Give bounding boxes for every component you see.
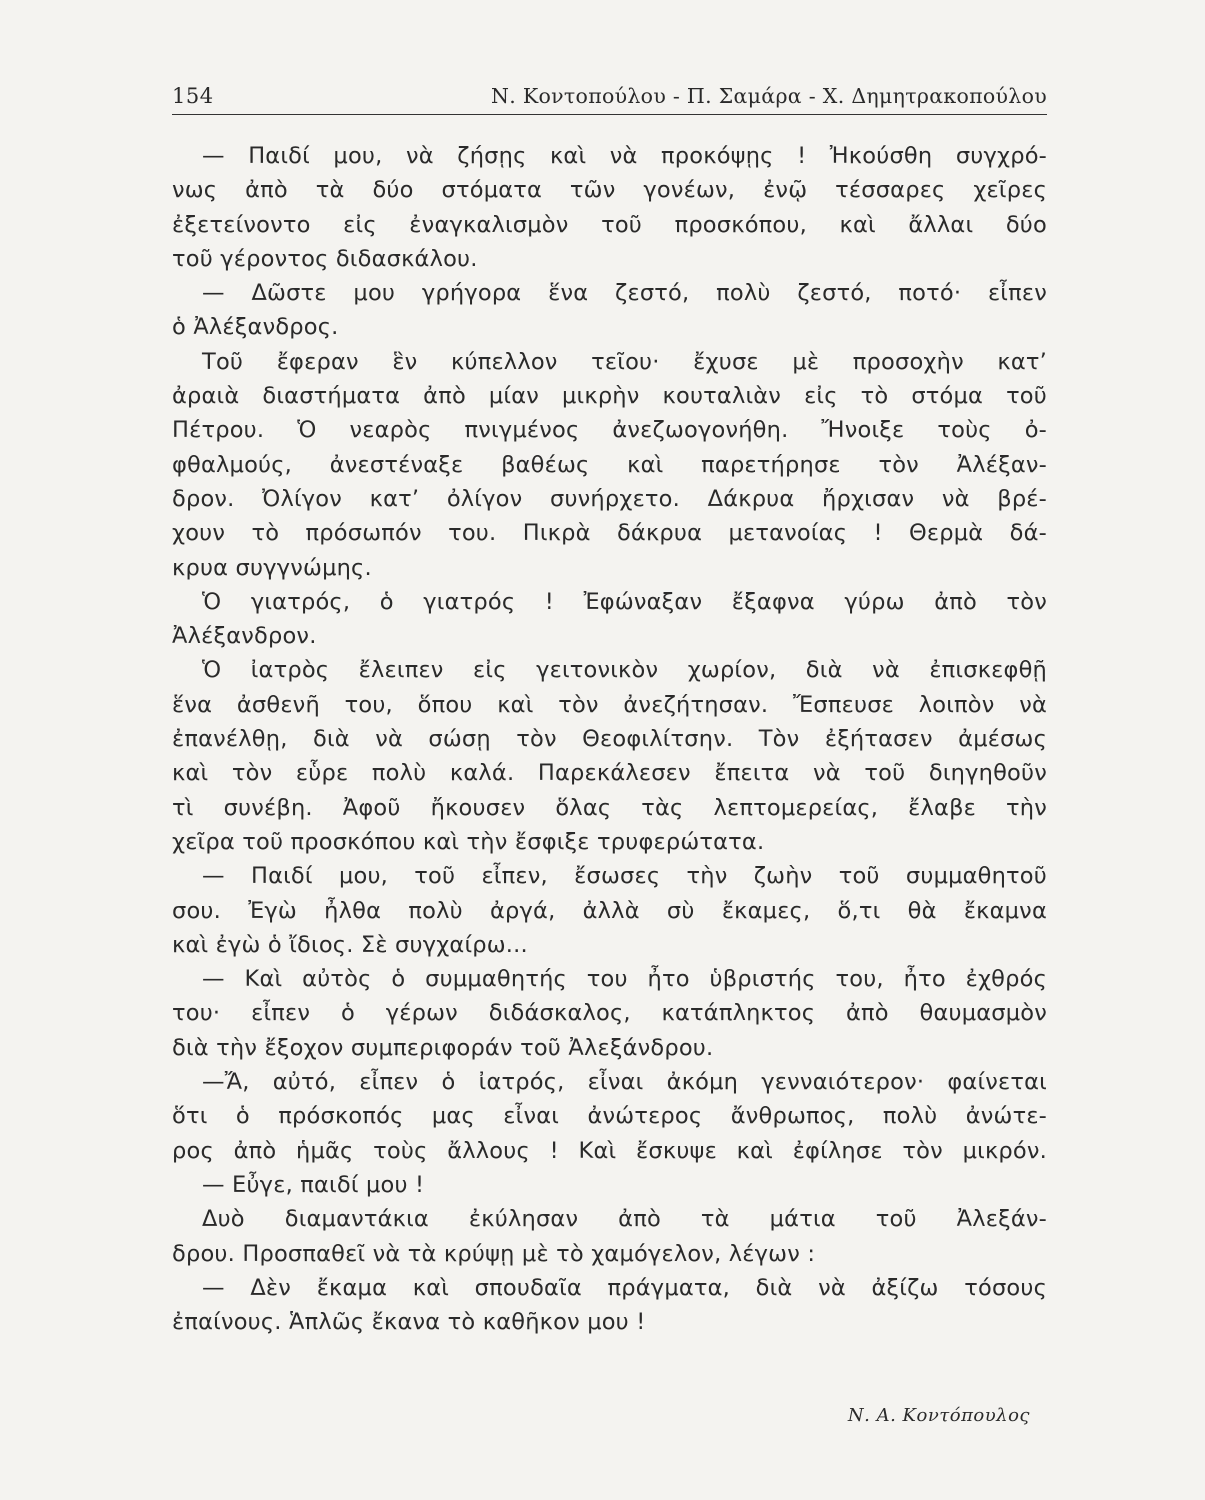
text-line: ἐπανέλθῃ, διὰ νὰ σώσῃ τὸν Θεοφιλίτσην. Τὸν ἐξήτασεν ἀμέσως: [172, 726, 1047, 753]
text-line: ἀραιὰ διαστήματα ἀπὸ μίαν μικρὴν κουταλιὰν εἰς τὸ στόμα τοῦ: [172, 383, 1047, 410]
text-line: Ὁ γιατρός, ὁ γιατρός ! Ἐφώναξαν ἔξαφνα γύρω ἀπὸ τὸν: [202, 588, 1047, 615]
text-line: ἐξετείνοντο εἰς ἐναγκαλισμὸν τοῦ προσκόπου, καὶ ἄλλαι δύο: [172, 211, 1047, 238]
text-line: τοῦ γέροντος διδασκάλου.: [172, 245, 478, 272]
text-line: — Παιδί μου, τοῦ εἶπεν, ἔσωσες τὴν ζωὴν τοῦ συμμαθητοῦ: [202, 863, 1047, 890]
text-line: — Δὲν ἔκαμα καὶ σπουδαῖα πράγματα, διὰ νὰ ἀξίζω τόσους: [202, 1274, 1047, 1301]
text-line: φθαλμούς, ἀνεστέναξε βαθέως καὶ παρετήρησε τὸν Ἀλέξαν-: [172, 451, 1047, 478]
text-line: καὶ τὸν εὗρε πολὺ καλά. Παρεκάλεσεν ἔπειτα νὰ τοῦ διηγηθοῦν: [172, 760, 1047, 787]
page-number: 154: [172, 84, 214, 108]
text-line: του· εἶπεν ὁ γέρων διδάσκαλος, κατάπληκτος ἀπὸ θαυμασμὸν: [172, 1000, 1047, 1027]
text-line: ἕνα ἀσθενῆ του, ὅπου καὶ τὸν ἀνεζήτησαν. Ἔσπευσε λοιπὸν νὰ: [172, 691, 1047, 718]
text-line: —Ἄ, αὐτό, εἶπεν ὁ ἰατρός, εἶναι ἀκόμη γενναιότερον· φαίνεται: [202, 1069, 1047, 1096]
text-line: ρος ἀπὸ ἡμᾶς τοὺς ἄλλους ! Καὶ ἔσκυψε καὶ ἐφίλησε τὸν μικρόν.: [172, 1137, 1047, 1164]
text-line: τὶ συνέβη. Ἀφοῦ ἤκουσεν ὅλας τὰς λεπτομερείας, ἔλαβε τὴν: [172, 794, 1047, 821]
text-line: διὰ τὴν ἔξοχον συμπεριφοράν τοῦ Ἀλεξάνδρου.: [172, 1034, 714, 1061]
text-line: Ὁ ἰατρὸς ἔλειπεν εἰς γειτονικὸν χωρίον, διὰ νὰ ἐπισκεφθῇ: [202, 657, 1047, 684]
running-head: Ν. Κοντοπούλου - Π. Σαμάρα - Χ. Δημητρακοπούλου: [491, 84, 1047, 108]
text-line: δρου. Προσπαθεῖ νὰ τὰ κρύψῃ μὲ τὸ χαμόγελον, λέγων :: [172, 1240, 816, 1267]
body-text: [172, 139, 1047, 1339]
text-line: Τοῦ ἔφεραν ἓν κύπελλον τεῖου· ἔχυσε μὲ προσοχὴν κατ’: [202, 348, 1047, 375]
text-line: χεῖρα τοῦ προσκόπου καὶ τὴν ἔσφιξε τρυφερώτατα.: [172, 828, 765, 855]
text-line: καὶ ἐγὼ ὁ ἴδιος. Σὲ συγχαίρω...: [172, 931, 528, 958]
text-line: σου. Ἐγὼ ἦλθα πολὺ ἀργά, ἀλλὰ σὺ ἔκαμες, ὅ,τι θὰ ἔκαμνα: [172, 897, 1047, 924]
text-line: — Καὶ αὐτὸς ὁ συμμαθητής του ἦτο ὑβριστής του, ἦτο ἐχθρός: [202, 966, 1047, 993]
text-line: χουν τὸ πρόσωπόν του. Πικρὰ δάκρυα μετανοίας ! Θερμὰ δά-: [172, 520, 1047, 547]
text-line: νως ἀπὸ τὰ δύο στόματα τῶν γονέων, ἐνῷ τέσσαρες χεῖρες: [172, 177, 1047, 204]
text-line: δρον. Ὀλίγον κατ’ ὀλίγον συνήρχετο. Δάκρυα ἤρχισαν νὰ βρέ-: [172, 485, 1047, 512]
text-line: Ἀλέξανδρον.: [172, 623, 317, 650]
text-line: ἐπαίνους. Ἁπλῶς ἔκανα τὸ καθῆκον μου !: [172, 1309, 646, 1336]
text-line: κρυα συγγνώμης.: [172, 554, 372, 581]
text-line: — Παιδί μου, νὰ ζήσῃς καὶ νὰ προκόψῃς ! Ἠκούσθη συγχρό-: [202, 143, 1047, 169]
text-line: Πέτρου. Ὁ νεαρὸς πνιγμένος ἀνεζωογονήθη. Ἤνοιξε τοὺς ὀ-: [172, 417, 1047, 444]
text-line: — Δῶστε μου γρήγορα ἕνα ζεστό, πολὺ ζεστό, ποτό· εἶπεν: [202, 280, 1047, 307]
text-line: ὅτι ὁ πρόσκοπός μας εἶναι ἀνώτερος ἄνθρωπος, πολὺ ἀνώτε-: [172, 1103, 1047, 1130]
text-line: Δυὸ διαμαντάκια ἐκύλησαν ἀπὸ τὰ μάτια τοῦ Ἀλεξάν-: [202, 1206, 1047, 1233]
page-header: [172, 72, 1047, 115]
author-signature: Ν. Α. Κοντόπουλος: [847, 1405, 1030, 1426]
text-line: — Εὖγε, παιδί μου !: [202, 1171, 425, 1198]
text-line: ὁ Ἀλέξανδρος.: [172, 314, 339, 341]
